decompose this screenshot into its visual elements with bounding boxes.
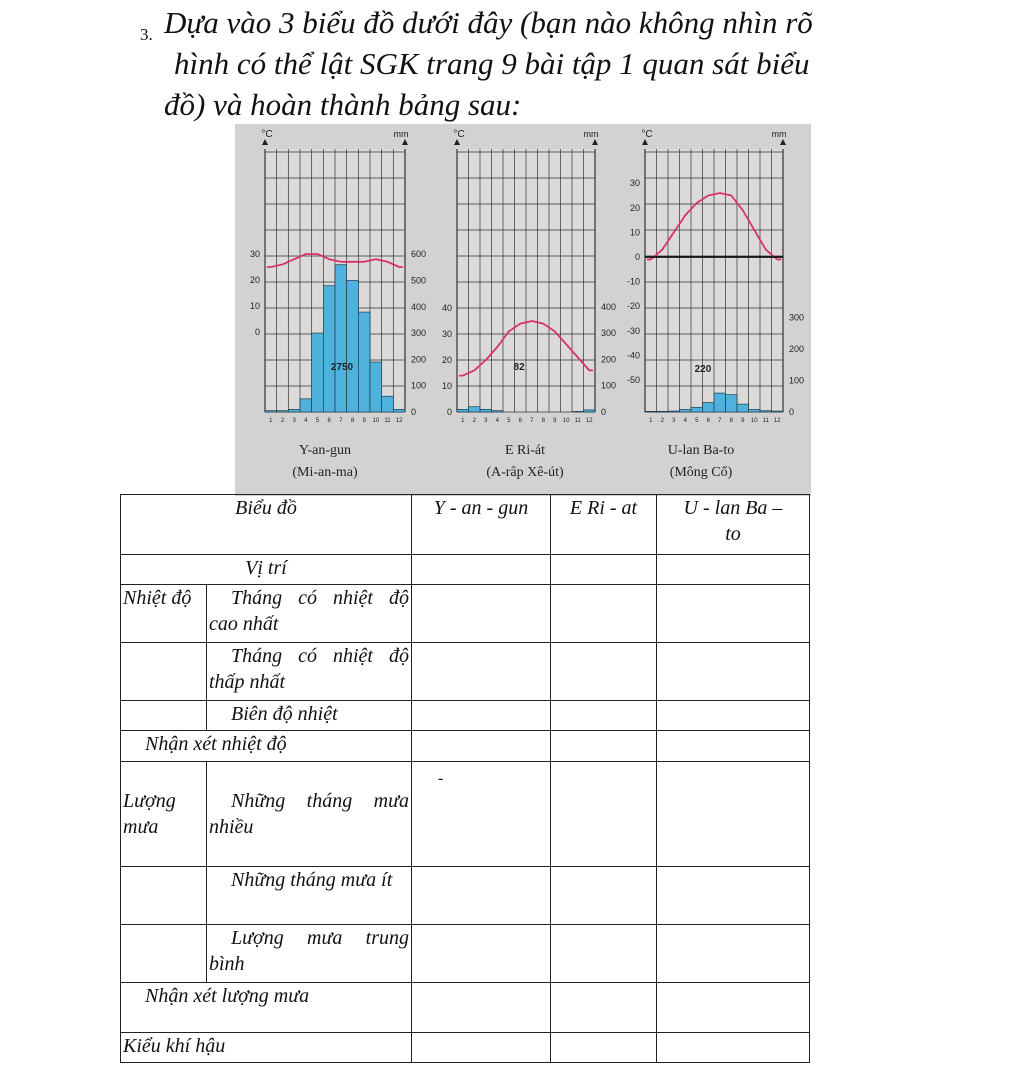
cell-rain-comment-ulaanbaatar[interactable] <box>657 983 810 1033</box>
cell-rain-comment-riyadh[interactable] <box>551 983 657 1033</box>
cell-climate-type-ulaanbaatar[interactable] <box>657 1033 810 1063</box>
rain-bar <box>347 281 359 413</box>
rain-bar <box>277 411 289 412</box>
station-label-ulaanbaatar <box>621 440 781 484</box>
temp-tick-label: 30 <box>629 178 640 189</box>
station-name: E Ri-át <box>504 443 546 458</box>
month-tick-label: 10 <box>750 418 758 424</box>
cell-min-temp-riyadh[interactable] <box>551 643 657 701</box>
row-label-empty <box>121 643 207 701</box>
rain-bar <box>393 409 405 412</box>
rain-tick-label: 300 <box>601 328 617 339</box>
month-tick-label: 9 <box>741 418 745 424</box>
cell-dry-months-ulaanbaatar[interactable] <box>657 867 810 925</box>
rain-bar <box>457 409 469 412</box>
month-tick-label: 10 <box>562 418 570 424</box>
month-tick-label: 11 <box>574 418 581 424</box>
rain-bar <box>288 409 300 412</box>
cell-temp-range-riyadh[interactable] <box>551 701 657 731</box>
month-tick-label: 5 <box>695 418 699 424</box>
rain-bar <box>691 407 703 412</box>
month-tick-label: 2 <box>472 418 476 424</box>
rain-tick-label: 0 <box>411 407 417 417</box>
axis-arrow-right <box>402 139 408 145</box>
month-tick-label: 5 <box>315 418 320 424</box>
month-tick-label: 7 <box>339 418 343 424</box>
month-tick-label: 3 <box>484 418 488 424</box>
month-tick-label: 3 <box>672 418 676 424</box>
month-tick-label: 4 <box>304 418 308 424</box>
rain-bar <box>265 411 277 412</box>
cell-rainy-months-ulaanbaatar[interactable] <box>657 762 810 867</box>
rain-bar <box>572 411 584 412</box>
rain-bar <box>469 407 481 412</box>
rain-tick-label: 200 <box>789 344 805 354</box>
rain-bar <box>323 286 335 412</box>
rain-bar <box>312 333 324 412</box>
temp-tick-label: 20 <box>629 202 640 213</box>
station-country: (Mi-an-ma) <box>292 465 358 480</box>
cell-location-ulaanbaatar[interactable] <box>657 555 810 585</box>
rain-bar <box>358 312 370 412</box>
row-label-empty <box>121 701 207 731</box>
month-tick-label: 8 <box>350 418 355 424</box>
cell-rainy-months-yangon[interactable] <box>412 762 551 867</box>
cell-max-temp-yangon[interactable] <box>412 585 551 643</box>
temp-tick-label: 10 <box>441 381 452 391</box>
rain-unit-label: mm <box>583 129 599 139</box>
temp-unit-label: °C <box>641 129 653 140</box>
month-tick-label: 4 <box>495 418 499 424</box>
temp-tick-label: 0 <box>634 252 640 262</box>
temp-tick-label: 0 <box>446 407 452 417</box>
rain-bar <box>714 393 726 412</box>
rain-bar <box>760 411 772 412</box>
month-tick-label: 7 <box>530 418 534 424</box>
rain-tick-label: 200 <box>601 354 617 365</box>
station-label-riyadh <box>445 440 605 484</box>
month-tick-label: 5 <box>507 418 511 424</box>
month-tick-label: 7 <box>718 418 722 424</box>
temp-unit-label: °C <box>261 129 273 140</box>
month-tick-label: 12 <box>773 418 781 424</box>
rain-bar <box>657 411 669 412</box>
rain-tick-label: 200 <box>411 354 427 365</box>
rain-bar <box>772 411 784 412</box>
temp-tick-label: 30 <box>249 249 260 259</box>
cell-max-temp-riyadh[interactable] <box>551 585 657 643</box>
row-label-rain-comment: Nhận xét lượng mưa <box>121 983 412 1033</box>
cell-rainy-months-riyadh[interactable] <box>551 762 657 867</box>
month-tick-label: 9 <box>553 418 557 424</box>
month-tick-label: 11 <box>384 418 391 424</box>
month-tick-label: 2 <box>280 418 285 424</box>
cell-temp-comment-riyadh[interactable] <box>551 731 657 762</box>
row-label-temperature: Nhiệt độ <box>121 585 207 643</box>
rain-bar <box>382 396 394 412</box>
cell-dry-months-riyadh[interactable] <box>551 867 657 925</box>
row-label-climate-type: Kiểu khí hậu <box>121 1033 412 1063</box>
cell-max-temp-ulaanbaatar[interactable] <box>657 585 810 643</box>
cell-avg-rainfall-ulaanbaatar[interactable] <box>657 925 810 983</box>
month-tick-label: 6 <box>706 418 710 424</box>
rain-tick-label: 300 <box>789 312 805 323</box>
question-number: 3. <box>140 25 153 44</box>
row-label-max-temp-month: Tháng có nhiệt độ cao nhất <box>207 585 412 643</box>
temp-tick-label: 10 <box>249 301 260 311</box>
month-tick-label: 4 <box>683 418 687 424</box>
station-label-yangon <box>245 440 405 484</box>
rain-bar <box>300 399 312 412</box>
header-yangon: Y - an - gun <box>412 495 551 555</box>
axis-arrow-right <box>780 139 786 145</box>
row-label-temp-range: Biên độ nhiệt <box>207 701 412 731</box>
rain-bar <box>492 411 504 412</box>
row-label-avg-rainfall: Lượng mưa trung bình <box>207 925 412 983</box>
stray-dash-mark: - <box>438 770 444 787</box>
month-tick-label: 1 <box>461 418 465 424</box>
row-label-empty <box>121 925 207 983</box>
rain-bar <box>737 404 749 412</box>
temp-tick-label: 10 <box>629 227 640 238</box>
temp-unit-label: °C <box>453 129 465 140</box>
month-tick-label: 9 <box>362 418 366 424</box>
rain-tick-label: 100 <box>411 380 427 391</box>
cell-temp-comment-yangon[interactable] <box>412 731 551 762</box>
question-line-3: đồ) và hoàn thành bảng sau: <box>164 87 522 122</box>
question-line-1: Dựa vào 3 biểu đồ dưới đây (bạn nào không nhìn rõ <box>164 5 813 40</box>
month-tick-label: 12 <box>395 418 403 424</box>
temp-tick-label: -50 <box>626 375 640 385</box>
month-tick-label: 10 <box>372 418 380 424</box>
cell-temp-range-ulaanbaatar[interactable] <box>657 701 810 731</box>
rain-bar <box>480 409 492 412</box>
rain-bar <box>668 411 680 412</box>
rain-bar <box>749 409 761 412</box>
station-country: (A-râp Xê-út) <box>486 465 564 480</box>
temp-tick-label: -40 <box>626 350 640 361</box>
rain-tick-label: 300 <box>411 328 427 339</box>
month-tick-label: 12 <box>585 418 593 424</box>
cell-min-temp-ulaanbaatar[interactable] <box>657 643 810 701</box>
temp-tick-label: 20 <box>441 355 452 365</box>
station-name: U-lan Ba-to <box>667 443 735 458</box>
rain-tick-label: 0 <box>601 407 607 417</box>
total-rainfall-label: 220 <box>694 364 712 375</box>
temp-tick-label: 30 <box>441 329 452 339</box>
climate-table <box>120 494 810 1063</box>
header-label: Biểu đồ <box>121 495 412 555</box>
temp-tick-label: 0 <box>254 327 260 337</box>
cell-min-temp-yangon[interactable] <box>412 643 551 701</box>
station-country: (Mông Cổ) <box>669 465 733 480</box>
cell-dry-months-yangon[interactable] <box>412 867 551 925</box>
rain-bar <box>584 410 596 412</box>
month-tick-label: 11 <box>762 418 769 424</box>
question-line-2: hình có thể lật SGK trang 9 bài tập 1 quan sát biểu <box>174 46 810 81</box>
station-name: Y-an-gun <box>298 443 352 458</box>
rain-bar <box>370 362 382 412</box>
row-label-rainy-months: Những tháng mưa nhiều <box>207 762 412 867</box>
header-riyadh: E Ri - at <box>551 495 657 555</box>
cell-avg-rainfall-yangon[interactable] <box>412 925 551 983</box>
month-tick-label: 6 <box>518 418 522 424</box>
cell-location-yangon[interactable] <box>412 555 551 585</box>
cell-rain-comment-yangon[interactable] <box>412 983 551 1033</box>
rain-bar <box>645 411 657 412</box>
month-tick-label: 2 <box>660 418 664 424</box>
rain-tick-label: 100 <box>789 375 805 386</box>
axis-arrow-right <box>592 139 598 145</box>
temp-tick-label: 20 <box>249 275 260 285</box>
row-label-temp-comment: Nhận xét nhiệt độ <box>121 731 412 762</box>
rain-unit-label: mm <box>393 129 409 139</box>
temp-tick-label: -10 <box>626 276 640 287</box>
month-tick-label: 8 <box>541 418 545 424</box>
row-label-location: Vị trí <box>121 555 412 585</box>
total-rainfall-label: 82 <box>513 362 525 373</box>
cell-temp-range-yangon[interactable] <box>412 701 551 731</box>
rain-tick-label: 100 <box>601 380 617 391</box>
header-ulaanbaatar: U - lan Ba – to <box>657 495 810 555</box>
rain-bar <box>680 409 692 412</box>
month-tick-label: 1 <box>269 418 273 424</box>
rain-tick-label: 500 <box>411 275 427 286</box>
rain-tick-label: 600 <box>411 249 427 260</box>
row-label-rainfall: Lượng mưa <box>121 762 207 867</box>
cell-climate-type-yangon[interactable] <box>412 1033 551 1063</box>
rain-tick-label: 0 <box>789 407 795 417</box>
temp-tick-label: 40 <box>441 303 452 313</box>
rain-tick-label: 400 <box>601 301 617 312</box>
month-tick-label: 6 <box>327 418 331 424</box>
row-label-dry-months: Những tháng mưa ít <box>207 867 412 925</box>
cell-temp-comment-ulaanbaatar[interactable] <box>657 731 810 762</box>
temp-tick-label: -30 <box>626 325 640 336</box>
cell-avg-rainfall-riyadh[interactable] <box>551 925 657 983</box>
total-rainfall-label: 2750 <box>330 362 354 373</box>
climate-charts-photo <box>235 124 811 496</box>
month-tick-label: 1 <box>649 418 653 424</box>
row-label-empty <box>121 867 207 925</box>
rain-bar <box>703 403 715 412</box>
rain-unit-label: mm <box>771 129 787 139</box>
cell-location-riyadh[interactable] <box>551 555 657 585</box>
temp-tick-label: -20 <box>626 301 640 312</box>
cell-climate-type-riyadh[interactable] <box>551 1033 657 1063</box>
month-tick-label: 8 <box>729 418 733 424</box>
rain-tick-label: 400 <box>411 301 427 312</box>
rain-bar <box>726 395 738 412</box>
month-tick-label: 3 <box>292 418 296 424</box>
rain-bar <box>335 265 347 412</box>
row-label-min-temp-month: Tháng có nhiệt độ thấp nhất <box>207 643 412 701</box>
